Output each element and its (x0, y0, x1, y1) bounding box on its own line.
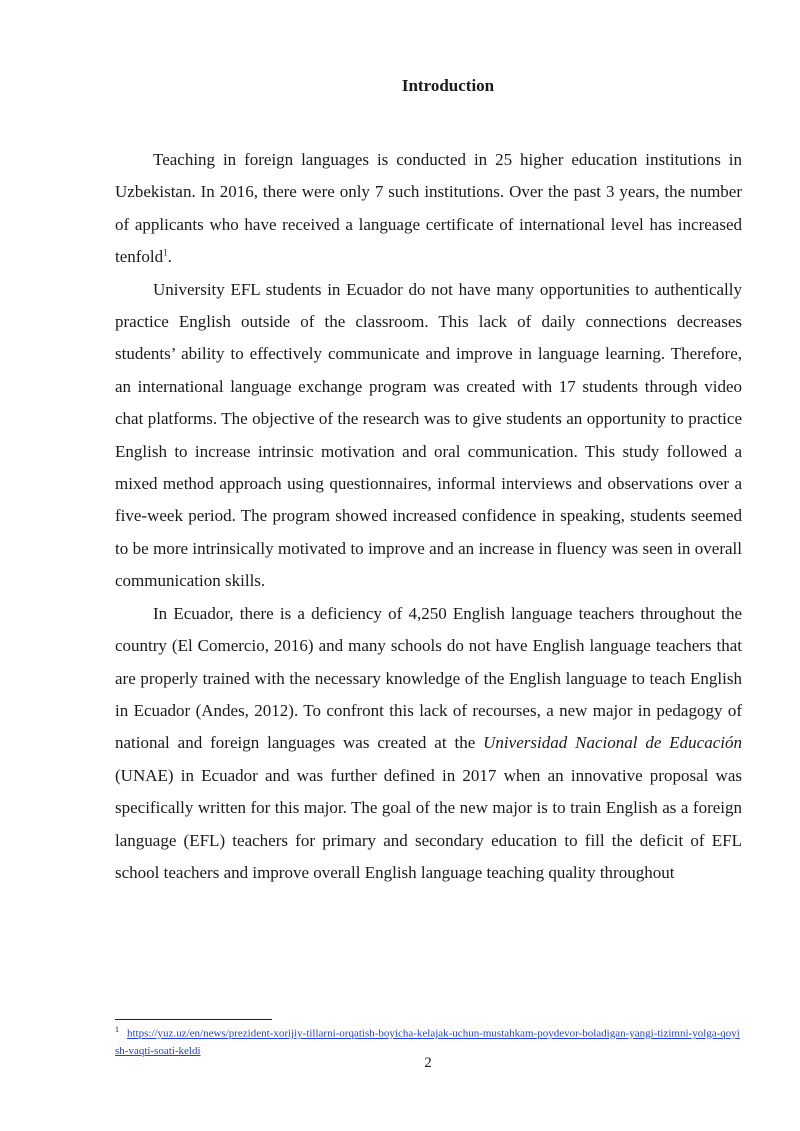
paragraph-1-end: . (167, 247, 172, 267)
paragraph-3-text-b: (UNAE) in Ecuador and was further defined in 2017 when an innovative proposal was specifically written for this major. The goal of the new major is to train English as a foreign language (EFL) teachers for primary and secondary education to fill the deficit of EFL school teachers and improve overall English language teaching quality throughout (115, 765, 742, 882)
footnote-divider (115, 1019, 272, 1020)
page-number: 2 (424, 1055, 432, 1071)
paragraph-1 (115, 144, 742, 274)
body-text (115, 144, 742, 889)
paragraph-1-text: Teaching in foreign languages is conducted in 25 higher education institutions in Uzbekistan. In 2016, there were only 7 such institutions. Over the past 3 years, the number of applicants who have received a language certificate of international level has increased tenfold (115, 150, 742, 267)
paragraph-3 (115, 598, 742, 890)
university-name: Universidad Nacional de Educación (483, 733, 742, 753)
footnote-number: 1 (115, 1025, 119, 1034)
footnote (115, 1021, 742, 1060)
footnote-reference[interactable]: 1 (163, 247, 168, 258)
paragraph-2: University EFL students in Ecuador do not have many opportunities to authentically practice English outside of the classroom. This lack of daily connections decreases students’ ability to effectively communicate and improve in language learning. Therefore, an international language exchange program was created with 17 students through video chat platforms. The objective of the research was to give students an opportunity to practice English to increase intrinsic motivation and oral communication. This study followed a mixed method approach using questionnaires, informal interviews and observations over a five-week period. The program showed increased confidence in speaking, students seemed to be more intrinsically motivated to improve and an increase in fluency was seen in overall communication skills. (115, 279, 742, 591)
footnote-link[interactable]: https://yuz.uz/en/news/prezident-xorijiy-tillarni-orqatish-boyicha-kelajak-uchun-mustahkam-poydevor-boladigan-yangi-tizimni-yolga-qoyish-vaqti-soati-keldi (115, 1027, 740, 1057)
paragraph-3-text-a: In Ecuador, there is a deficiency of 4,250 English language teachers throughout the country (El Comercio, 2016) and many schools do not have English language teachers that are properly trained with the necessary knowledge of the English language to teach English in Ecuador (Andes, 2012). To confront this lack of recourses, a new major in pedagogy of national and foreign languages was created at the (115, 603, 742, 753)
section-heading: Introduction (401, 76, 495, 95)
